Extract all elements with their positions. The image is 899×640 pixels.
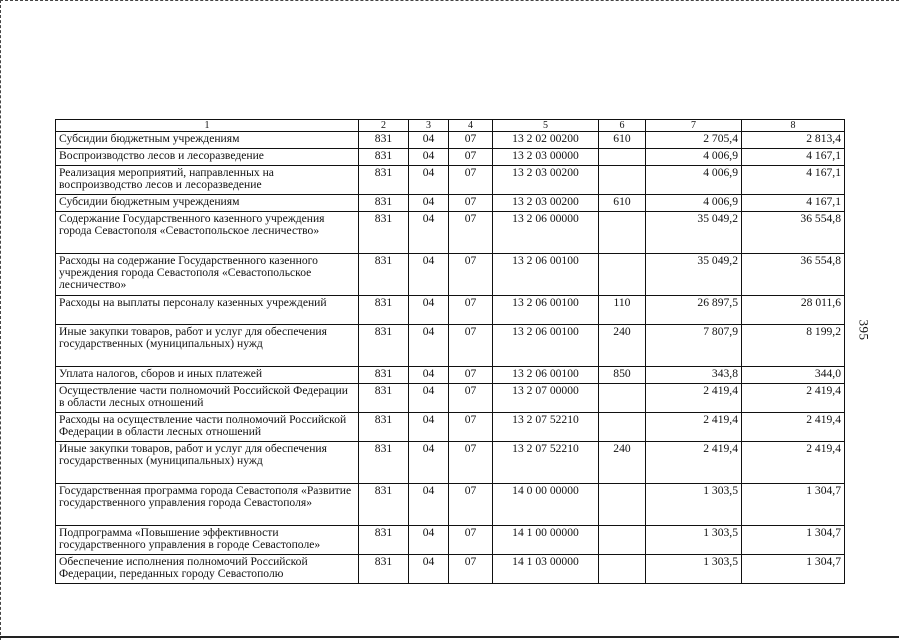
expense-type-cell: 240	[599, 442, 646, 484]
section-cell: 04	[409, 212, 449, 254]
row-name-cell: Обеспечение исполнения полномочий Российской Федерации, переданных городу Севастополю	[56, 555, 359, 584]
admin-code-cell: 831	[359, 384, 409, 413]
amount-year1-cell: 4 006,9	[646, 166, 742, 195]
section-cell: 04	[409, 484, 449, 526]
scan-top-edge	[0, 0, 899, 1]
column-header: 5	[493, 120, 599, 132]
section-cell: 04	[409, 195, 449, 212]
admin-code-cell: 831	[359, 413, 409, 442]
table-row	[56, 132, 845, 149]
column-header: 2	[359, 120, 409, 132]
subsection-cell: 07	[449, 254, 493, 296]
table-row	[56, 413, 845, 442]
column-header: 4	[449, 120, 493, 132]
subsection-cell: 07	[449, 212, 493, 254]
section-cell: 04	[409, 442, 449, 484]
target-article-cell: 13 2 02 00200	[493, 132, 599, 149]
row-name-cell: Содержание Государственного казенного учреждения города Севастополя «Севастопольское лесничество»	[56, 212, 359, 254]
admin-code-cell: 831	[359, 296, 409, 325]
column-header: 1	[56, 120, 359, 132]
section-cell: 04	[409, 384, 449, 413]
amount-year1-cell: 2 419,4	[646, 442, 742, 484]
target-article-cell: 13 2 06 00100	[493, 367, 599, 384]
admin-code-cell: 831	[359, 555, 409, 584]
target-article-cell: 13 2 07 52210	[493, 413, 599, 442]
section-cell: 04	[409, 296, 449, 325]
amount-year1-cell: 2 419,4	[646, 413, 742, 442]
expense-type-cell	[599, 212, 646, 254]
subsection-cell: 07	[449, 325, 493, 367]
row-name-cell: Расходы на содержание Государственного казенного учреждения города Севастополя «Севастопольское лесничество»	[56, 254, 359, 296]
subsection-cell: 07	[449, 384, 493, 413]
admin-code-cell: 831	[359, 325, 409, 367]
target-article-cell: 14 1 00 00000	[493, 526, 599, 555]
amount-year1-cell: 2 419,4	[646, 384, 742, 413]
amount-year1-cell: 26 897,5	[646, 296, 742, 325]
target-article-cell: 13 2 06 00100	[493, 325, 599, 367]
budget-table	[55, 119, 845, 584]
section-cell: 04	[409, 367, 449, 384]
amount-year2-cell: 4 167,1	[742, 149, 845, 166]
section-cell: 04	[409, 526, 449, 555]
amount-year2-cell: 8 199,2	[742, 325, 845, 367]
table-row	[56, 296, 845, 325]
amount-year1-cell: 35 049,2	[646, 254, 742, 296]
amount-year2-cell: 2 813,4	[742, 132, 845, 149]
amount-year2-cell: 1 304,7	[742, 526, 845, 555]
table-row	[56, 442, 845, 484]
table-row	[56, 149, 845, 166]
row-name-cell: Субсидии бюджетным учреждениям	[56, 132, 359, 149]
target-article-cell: 13 2 07 52210	[493, 442, 599, 484]
table-row	[56, 166, 845, 195]
target-article-cell: 14 0 00 00000	[493, 484, 599, 526]
target-article-cell: 13 2 03 00000	[493, 149, 599, 166]
amount-year2-cell: 4 167,1	[742, 166, 845, 195]
row-name-cell: Иные закупки товаров, работ и услуг для обеспечения государственных (муниципальных) нужд	[56, 442, 359, 484]
subsection-cell: 07	[449, 413, 493, 442]
amount-year2-cell: 2 419,4	[742, 413, 845, 442]
subsection-cell: 07	[449, 526, 493, 555]
expense-type-cell: 610	[599, 195, 646, 212]
admin-code-cell: 831	[359, 166, 409, 195]
table-row	[56, 254, 845, 296]
amount-year1-cell: 1 303,5	[646, 526, 742, 555]
amount-year1-cell: 343,8	[646, 367, 742, 384]
amount-year2-cell: 2 419,4	[742, 384, 845, 413]
admin-code-cell: 831	[359, 132, 409, 149]
expense-type-cell	[599, 526, 646, 555]
admin-code-cell: 831	[359, 195, 409, 212]
amount-year1-cell: 4 006,9	[646, 195, 742, 212]
expense-type-cell	[599, 484, 646, 526]
subsection-cell: 07	[449, 149, 493, 166]
expense-type-cell	[599, 384, 646, 413]
amount-year2-cell: 4 167,1	[742, 195, 845, 212]
expense-type-cell	[599, 166, 646, 195]
amount-year1-cell: 35 049,2	[646, 212, 742, 254]
target-article-cell: 13 2 03 00200	[493, 166, 599, 195]
target-article-cell: 13 2 06 00000	[493, 212, 599, 254]
row-name-cell: Воспроизводство лесов и лесоразведение	[56, 149, 359, 166]
subsection-cell: 07	[449, 195, 493, 212]
target-article-cell: 13 2 06 00100	[493, 254, 599, 296]
admin-code-cell: 831	[359, 149, 409, 166]
amount-year2-cell: 36 554,8	[742, 254, 845, 296]
subsection-cell: 07	[449, 484, 493, 526]
column-header: 8	[742, 120, 845, 132]
page-number: 395	[856, 319, 872, 341]
column-header: 7	[646, 120, 742, 132]
admin-code-cell: 831	[359, 484, 409, 526]
table-row	[56, 384, 845, 413]
admin-code-cell: 831	[359, 212, 409, 254]
expense-type-cell	[599, 413, 646, 442]
row-name-cell: Осуществление части полномочий Российской Федерации в области лесных отношений	[56, 384, 359, 413]
amount-year1-cell: 1 303,5	[646, 555, 742, 584]
table-row	[56, 367, 845, 384]
section-cell: 04	[409, 325, 449, 367]
table-row	[56, 212, 845, 254]
amount-year2-cell: 2 419,4	[742, 442, 845, 484]
amount-year1-cell: 7 807,9	[646, 325, 742, 367]
amount-year1-cell: 1 303,5	[646, 484, 742, 526]
section-cell: 04	[409, 132, 449, 149]
column-header: 3	[409, 120, 449, 132]
section-cell: 04	[409, 166, 449, 195]
amount-year1-cell: 2 705,4	[646, 132, 742, 149]
subsection-cell: 07	[449, 367, 493, 384]
table-row	[56, 325, 845, 367]
row-name-cell: Субсидии бюджетным учреждениям	[56, 195, 359, 212]
subsection-cell: 07	[449, 166, 493, 195]
row-name-cell: Расходы на осуществление части полномочий Российской Федерации в области лесных отношений	[56, 413, 359, 442]
row-name-cell: Иные закупки товаров, работ и услуг для обеспечения государственных (муниципальных) нужд	[56, 325, 359, 367]
column-header: 6	[599, 120, 646, 132]
table-row	[56, 484, 845, 526]
expense-type-cell: 240	[599, 325, 646, 367]
expense-type-cell: 850	[599, 367, 646, 384]
table-row	[56, 555, 845, 584]
target-article-cell: 13 2 07 00000	[493, 384, 599, 413]
row-name-cell: Подпрограмма «Повышение эффективности государственного управления в городе Севастополе»	[56, 526, 359, 555]
amount-year2-cell: 344,0	[742, 367, 845, 384]
row-name-cell: Расходы на выплаты персоналу казенных учреждений	[56, 296, 359, 325]
amount-year2-cell: 28 011,6	[742, 296, 845, 325]
amount-year2-cell: 1 304,7	[742, 484, 845, 526]
section-cell: 04	[409, 413, 449, 442]
scan-left-edge	[0, 0, 1, 640]
table-row	[56, 195, 845, 212]
header-row	[56, 120, 845, 132]
section-cell: 04	[409, 555, 449, 584]
row-name-cell: Государственная программа города Севастополя «Развитие государственного управления города Севастополя»	[56, 484, 359, 526]
subsection-cell: 07	[449, 555, 493, 584]
section-cell: 04	[409, 149, 449, 166]
expense-type-cell	[599, 555, 646, 584]
table-row	[56, 526, 845, 555]
row-name-cell: Уплата налогов, сборов и иных платежей	[56, 367, 359, 384]
expense-type-cell	[599, 149, 646, 166]
scan-bottom-edge	[0, 636, 899, 638]
expense-type-cell: 610	[599, 132, 646, 149]
target-article-cell: 13 2 06 00100	[493, 296, 599, 325]
amount-year2-cell: 36 554,8	[742, 212, 845, 254]
admin-code-cell: 831	[359, 367, 409, 384]
expense-type-cell	[599, 254, 646, 296]
expense-type-cell: 110	[599, 296, 646, 325]
subsection-cell: 07	[449, 132, 493, 149]
amount-year1-cell: 4 006,9	[646, 149, 742, 166]
admin-code-cell: 831	[359, 526, 409, 555]
section-cell: 04	[409, 254, 449, 296]
target-article-cell: 13 2 03 00200	[493, 195, 599, 212]
subsection-cell: 07	[449, 296, 493, 325]
admin-code-cell: 831	[359, 442, 409, 484]
target-article-cell: 14 1 03 00000	[493, 555, 599, 584]
row-name-cell: Реализация мероприятий, направленных на воспроизводство лесов и лесоразведение	[56, 166, 359, 195]
amount-year2-cell: 1 304,7	[742, 555, 845, 584]
subsection-cell: 07	[449, 442, 493, 484]
admin-code-cell: 831	[359, 254, 409, 296]
